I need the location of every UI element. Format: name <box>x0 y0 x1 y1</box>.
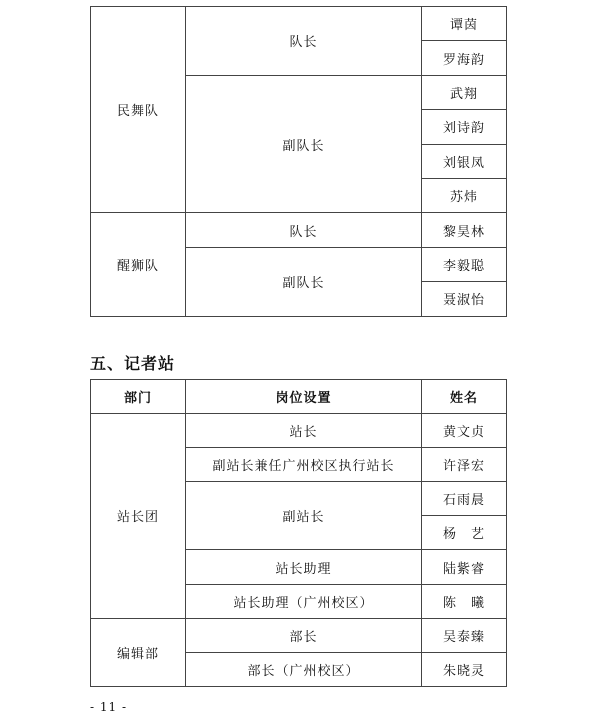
role-cell: 站长助理 <box>186 550 422 584</box>
name-cell: 苏炜 <box>422 178 507 212</box>
role-cell: 副队长 <box>186 75 422 213</box>
column-header-department: 部门 <box>91 380 186 414</box>
table-row <box>91 414 507 448</box>
role-cell: 站长助理（广州校区） <box>186 584 422 618</box>
name-cell: 陈 曦 <box>422 584 507 618</box>
name-cell: 武翔 <box>422 75 507 109</box>
name-cell: 吴泰臻 <box>422 618 507 652</box>
table-row <box>91 213 507 247</box>
page-number: - 11 - <box>90 700 128 714</box>
name-cell: 朱晓灵 <box>422 652 507 686</box>
role-cell: 队长 <box>186 213 422 247</box>
department-cell: 编辑部 <box>91 618 186 686</box>
role-cell: 副站长 <box>186 482 422 550</box>
name-cell: 许泽宏 <box>422 448 507 482</box>
name-cell: 陆紫睿 <box>422 550 507 584</box>
role-cell: 副队长 <box>186 247 422 316</box>
department-cell: 民舞队 <box>91 7 186 213</box>
name-cell: 罗海韵 <box>422 41 507 75</box>
column-header-position: 岗位设置 <box>186 380 422 414</box>
role-cell: 队长 <box>186 7 422 76</box>
table-header-row <box>91 380 507 414</box>
table-dance-lion-teams <box>90 6 507 317</box>
table-reporter-station <box>90 379 507 687</box>
name-cell: 刘诗韵 <box>422 110 507 144</box>
name-cell: 杨 艺 <box>422 516 507 550</box>
name-cell: 李毅聪 <box>422 247 507 281</box>
role-cell: 副站长兼任广州校区执行站长 <box>186 448 422 482</box>
section-heading: 五、记者站 <box>90 354 176 373</box>
role-cell: 站长 <box>186 414 422 448</box>
table-row <box>91 618 507 652</box>
name-cell: 石雨晨 <box>422 482 507 516</box>
role-cell: 部长 <box>186 618 422 652</box>
name-cell: 黄文贞 <box>422 414 507 448</box>
department-cell: 醒狮队 <box>91 213 186 316</box>
department-cell: 站长团 <box>91 414 186 619</box>
name-cell: 黎昊林 <box>422 213 507 247</box>
table-row <box>91 7 507 41</box>
name-cell: 聂淑怡 <box>422 282 507 316</box>
name-cell: 刘银凤 <box>422 144 507 178</box>
role-cell: 部长（广州校区） <box>186 652 422 686</box>
name-cell: 谭茵 <box>422 7 507 41</box>
column-header-name: 姓名 <box>422 380 507 414</box>
